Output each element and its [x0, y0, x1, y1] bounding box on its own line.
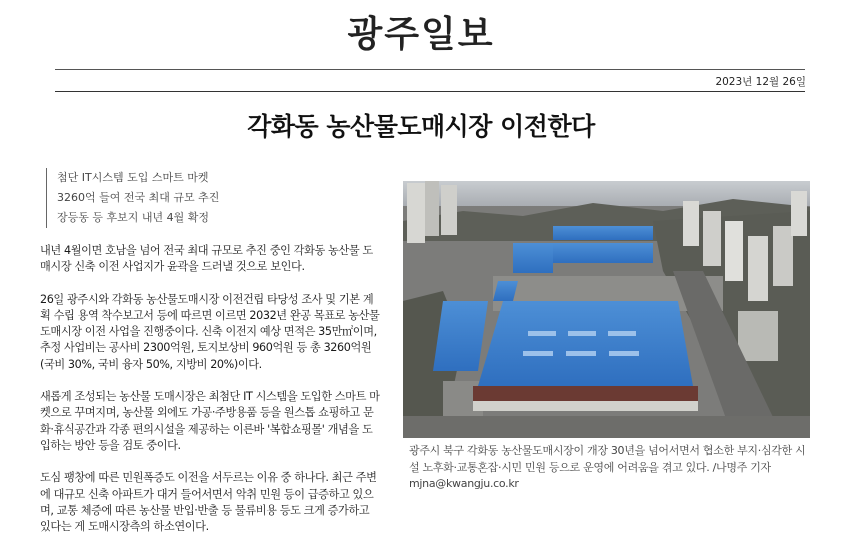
article-paragraph: 새롭게 조성되는 농산물 도매시장은 최첨단 IT 시스템을 도입한 스마트 마켓으로 꾸며지며, 농산물 외에도 가공·주방용품 등을 원스톱 쇼핑하고 문화·휴식공간과 각종 편의시설을 제공하는 이른바 '복합쇼핑몰' 개념을 도입하는 방안 등을 검토 중이다.	[40, 390, 380, 452]
article-paragraph: 26일 광주시와 각화동 농산물도매시장 이전건립 타당성 조사 및 기본 계획 수립 용역 착수보고서 등에 따르면 이르면 2032년 완공 목표로 농산물도매시장 이전 사업을 진행중이다. 신축 이전지 예상 면적은 35만㎡이며, 추정 사업비는 공사비 2300억원, 토지보상비 960억원 등 총 3260억원(국비 30%, 국비 융자 50%, 지방비 20%)이다.	[40, 292, 380, 371]
market-aerial-photo	[403, 181, 810, 438]
article-headline: 각화동 농산물도매시장 이전한다	[247, 112, 595, 141]
article-paragraph: 내년 4월이면 호남을 넘어 전국 최대 규모로 추진 중인 각화동 농산물 도매시장 신축 이전 사업지가 윤곽을 드러낼 것으로 보인다.	[40, 244, 373, 274]
masthead-rule	[55, 69, 805, 70]
subhead-line: 3260억 들여 전국 최대 규모 추진	[57, 191, 220, 204]
issue-date: 2023년 12월 26일	[715, 76, 806, 88]
subhead-line: 장등동 등 후보지 내년 4월 확정	[57, 211, 209, 224]
article-subheads	[46, 168, 219, 228]
subhead-line: 첨단 IT시스템 도입 스마트 마켓	[57, 171, 209, 184]
newspaper-masthead: 광주일보	[347, 14, 495, 55]
dateline-rule	[55, 91, 805, 92]
article-body	[40, 243, 380, 551]
article-paragraph: 도심 팽창에 따른 민원폭증도 이전을 서두르는 이유 중 하나다. 최근 주변에 대규모 신축 아파트가 대거 들어서면서 악취 민원 등이 급증하고 있으며, 교통 체증에 따른 농산물 반입·반출 등 물류비용 등도 크게 증가하고 있다는 게 도매시장측의 하소연이다.	[40, 471, 377, 534]
photo-caption: 광주시 북구 각화동 농산물도매시장이 개장 30년을 넘어서면서 협소한 부지·심각한 시설 노후화·교통혼잡·시민 민원 등으로 운영에 어려움을 겪고 있다. /나명주 기자 mjna@kwangju.co.kr	[409, 444, 806, 490]
